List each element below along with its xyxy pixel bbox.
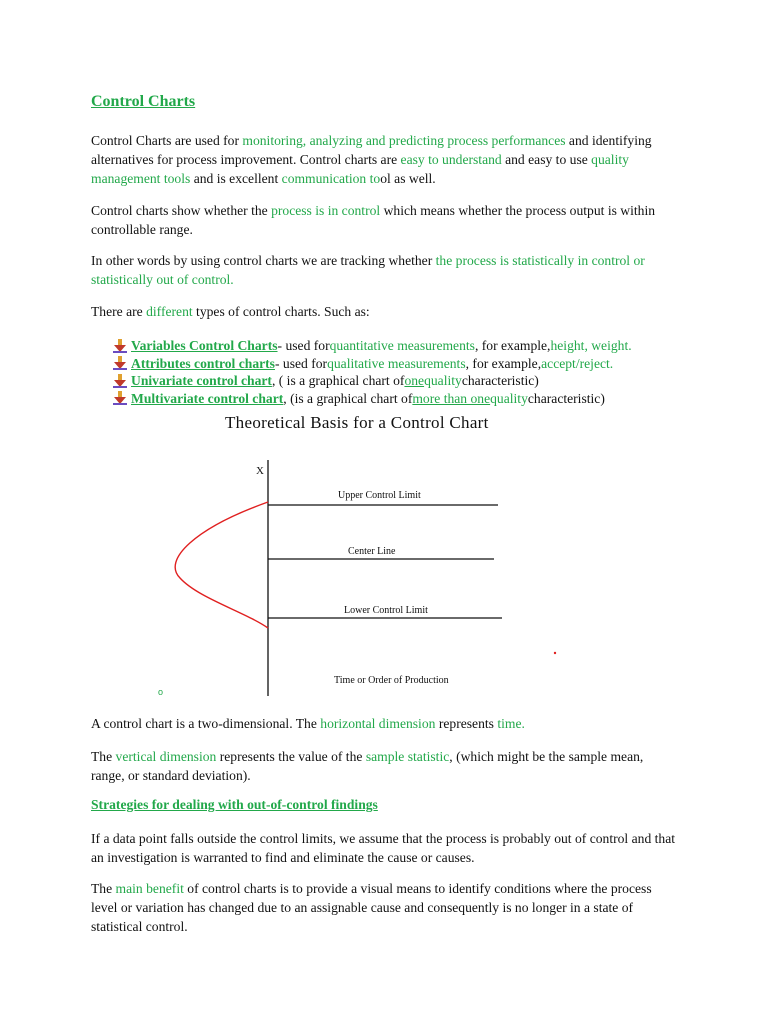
text: represents — [435, 716, 498, 731]
highlight-text: communication to — [281, 171, 381, 186]
highlight-text: easy to understand — [400, 152, 502, 167]
control-paragraph — [91, 201, 676, 239]
x-axis-label: Time or Order of Production — [334, 675, 449, 686]
benefit-paragraph — [91, 879, 676, 936]
more-than-one-link[interactable]: more than one — [412, 390, 491, 406]
text: - used for — [277, 338, 330, 353]
page-title: Control Charts — [91, 93, 196, 110]
text: In other words by using control charts we are tracking whether — [91, 253, 436, 268]
highlight-text: accept/reject. — [541, 355, 614, 371]
text: characteristic) — [461, 373, 539, 388]
highlight-text: time. — [497, 716, 525, 731]
text: , for example, — [465, 355, 542, 371]
arrow-down-icon — [113, 356, 127, 370]
list-item — [113, 337, 632, 355]
tracking-paragraph — [91, 251, 676, 289]
text: which means whether the process output is within controllable range. — [91, 203, 656, 237]
attributes-control-charts-link[interactable]: Attributes control charts — [131, 355, 275, 371]
highlight-text: qualitative measurements — [327, 355, 466, 371]
highlight-text: quality — [424, 373, 462, 388]
text: and identifying alternatives for process improvement. Control charts are — [91, 133, 652, 167]
highlight-text: quantitative measurements — [329, 338, 475, 353]
distribution-curve — [175, 502, 268, 628]
arrow-down-icon — [113, 391, 127, 405]
text: , ( is a graphical chart of — [271, 373, 405, 388]
text: A control chart is a two-dimensional. The — [91, 716, 321, 731]
text: , (which might be the sample mean, range, or standard deviation). — [91, 749, 644, 783]
highlight-text: monitoring, analyzing and predicting process performances — [242, 133, 566, 148]
text: of control charts is to provide a visual means to identify conditions where the process level or variation has changed due to an assignable cause and consequently is no longer in a state of statistical control. — [91, 881, 652, 934]
list-item — [113, 372, 632, 390]
center-line-label: Center Line — [348, 546, 396, 557]
y-axis-label: X — [256, 465, 264, 477]
text: and is excellent — [190, 171, 282, 186]
text: , (is a graphical chart of — [283, 390, 413, 406]
ucl-label: Upper Control Limit — [338, 490, 421, 501]
variables-control-charts-link[interactable]: Variables Control Charts — [131, 338, 278, 353]
text: - used for — [274, 355, 328, 371]
highlight-text: quality — [490, 390, 528, 406]
text: types of control charts. Such as: — [192, 304, 370, 319]
list-item — [113, 355, 632, 373]
text: represents the value of the — [216, 749, 366, 764]
text: There are — [91, 304, 147, 319]
diagram-title: Theoretical Basis for a Control Chart — [225, 413, 489, 432]
highlight-text: sample statistic — [365, 749, 450, 764]
arrow-down-icon — [113, 374, 127, 388]
one-link[interactable]: one — [404, 373, 425, 388]
univariate-control-chart-link[interactable]: Univariate control chart — [131, 373, 272, 388]
text: ol as well. — [380, 171, 436, 186]
text: Control charts show whether the — [91, 203, 272, 218]
highlight-text: height, weight. — [550, 338, 632, 353]
highlight-text: the process is statistically in control or statistically out of control. — [91, 253, 645, 287]
highlight-text: main benefit — [115, 881, 184, 896]
vertical-paragraph — [91, 747, 676, 785]
out-of-control-paragraph: If a data point falls outside the control limits, we assume that the process is probably out of control and that an investigation is warranted to find and eliminate the cause or causes. — [91, 831, 676, 865]
highlight-text: vertical dimension — [115, 749, 217, 764]
highlight-text: horizontal dimension — [320, 716, 436, 731]
lcl-label: Lower Control Limit — [344, 605, 428, 616]
dimension-paragraph — [91, 714, 676, 733]
highlight-text: quality management tools — [91, 152, 629, 186]
text: characteristic) — [527, 390, 605, 406]
text: and easy to use — [501, 152, 592, 167]
strategies-heading: Strategies for dealing with out-of-control findings — [91, 797, 378, 812]
control-chart-diagram — [150, 450, 570, 702]
green-marker: o — [158, 687, 164, 697]
highlight-text: process is in control — [271, 203, 381, 218]
text: The — [91, 881, 116, 896]
multivariate-control-chart-link[interactable]: Multivariate control chart — [131, 390, 284, 406]
arrow-down-icon — [113, 339, 127, 353]
text: The — [91, 749, 116, 764]
list-item — [113, 390, 632, 408]
intro-paragraph — [91, 131, 676, 188]
highlight-text: different — [146, 304, 193, 319]
types-paragraph — [91, 302, 676, 321]
text: Control Charts are used for — [91, 133, 243, 148]
chart-types-list — [113, 337, 632, 407]
text: , for example, — [474, 338, 551, 353]
red-dot — [554, 652, 556, 654]
